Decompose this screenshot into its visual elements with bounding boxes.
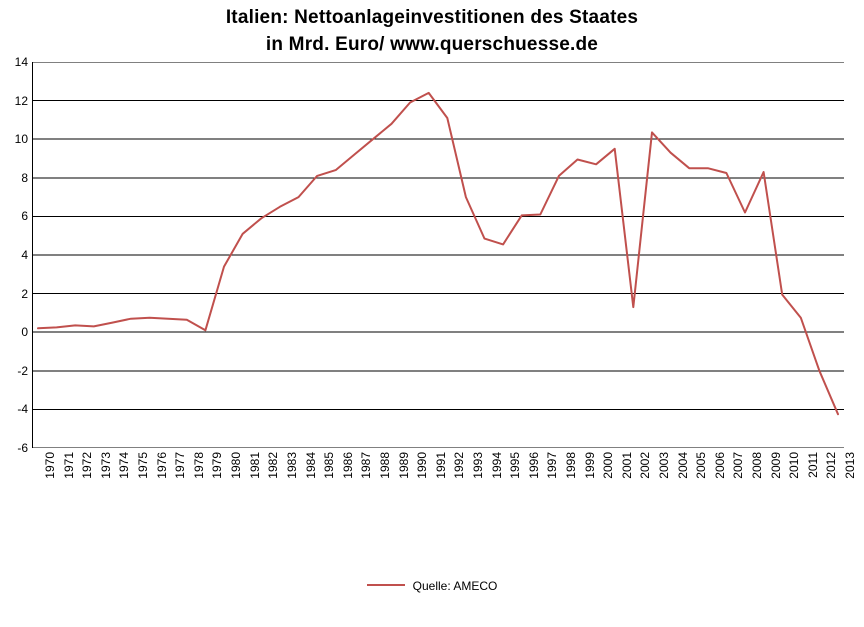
chart-subtitle: in Mrd. Euro/ www.querschuesse.de (265, 34, 599, 55)
y-axis-tick-label: 0 (21, 325, 28, 340)
x-axis-tick-label: 1988 (377, 452, 392, 479)
x-axis-tick-label: 1970 (43, 452, 57, 479)
y-axis-tick-label: 2 (21, 286, 28, 301)
y-axis-tick-label: 10 (14, 132, 28, 147)
x-axis-tick-label: 1994 (489, 452, 504, 479)
x-axis-tick-label: 1991 (433, 452, 448, 479)
x-axis-tick-label: 1977 (173, 452, 188, 479)
x-axis-tick-label: 1999 (582, 452, 597, 479)
y-axis-tick-label: 6 (21, 209, 28, 224)
x-axis-tick-label: 1990 (415, 452, 430, 479)
x-axis-tick-label: 2008 (750, 452, 764, 479)
x-axis-tick-label: 2006 (712, 452, 727, 479)
chart-legend (0, 578, 864, 593)
plot-area (32, 62, 844, 448)
x-axis-tick-label: 1996 (526, 452, 541, 479)
x-axis-tick-label: 1971 (61, 452, 76, 479)
x-axis-tick-label: 1980 (229, 452, 243, 479)
x-axis-tick-label: 1973 (98, 452, 113, 479)
y-axis-tick-label: -2 (17, 363, 28, 378)
x-axis-labels (32, 452, 857, 512)
x-axis-tick-label: 1975 (136, 452, 150, 479)
x-axis-tick-label: 1987 (359, 452, 374, 479)
x-axis-tick-label: 1982 (266, 452, 281, 479)
y-axis-labels (0, 55, 28, 455)
x-axis-tick-label: 1974 (117, 452, 132, 479)
y-axis-tick-label: 8 (21, 170, 28, 185)
x-axis-tick-label: 1978 (191, 452, 206, 479)
x-axis-tick-label: 2005 (694, 452, 709, 479)
x-axis-tick-label: 1972 (80, 452, 95, 479)
x-axis-tick-label: 1985 (322, 452, 337, 479)
legend-label-series-1: Quelle: AMECO (412, 578, 498, 593)
x-axis-tick-label: 1998 (563, 452, 578, 479)
x-axis-tick-label: 2009 (768, 452, 783, 479)
x-axis-tick-label: 1983 (284, 452, 299, 479)
y-axis-tick-label: -6 (17, 441, 28, 455)
chart-title-block (0, 4, 864, 58)
x-axis-tick-label: 2010 (787, 452, 802, 479)
y-axis-tick-label: 12 (14, 93, 28, 108)
x-axis-tick-label: 1979 (210, 452, 225, 479)
y-axis-tick-label: 14 (14, 55, 28, 69)
x-axis-tick-label: 1995 (508, 452, 523, 479)
x-axis-tick-label: 1997 (545, 452, 560, 479)
y-axis-tick-label: 4 (21, 248, 28, 262)
x-axis-tick-label: 2004 (675, 452, 690, 479)
x-axis-tick-label: 2012 (824, 452, 839, 479)
x-axis-tick-label: 2000 (601, 452, 616, 479)
x-axis-tick-label: 2007 (731, 452, 746, 479)
chart-plot-svg (32, 62, 844, 448)
x-axis-tick-label: 2003 (657, 452, 671, 479)
x-axis-tick-label: 1984 (303, 452, 318, 479)
x-axis-tick-label: 2011 (805, 452, 820, 478)
y-axis-tick-label: -4 (17, 402, 28, 417)
x-axis-tick-label: 2013 (843, 452, 857, 479)
x-axis-tick-label: 1986 (340, 452, 355, 479)
x-axis-tick-label: 1989 (396, 452, 411, 479)
x-axis-tick-label: 2001 (619, 452, 634, 479)
x-axis-tick-label: 2002 (638, 452, 653, 479)
x-axis-tick-label: 1976 (154, 452, 169, 479)
x-axis-tick-label: 1981 (247, 452, 262, 479)
x-axis-tick-label: 1993 (470, 452, 485, 479)
legend-swatch-series-1 (367, 584, 405, 586)
x-axis-tick-label: 1992 (452, 452, 467, 479)
chart-title: Italien: Nettoanlageinvestitionen des Staates (225, 7, 639, 28)
